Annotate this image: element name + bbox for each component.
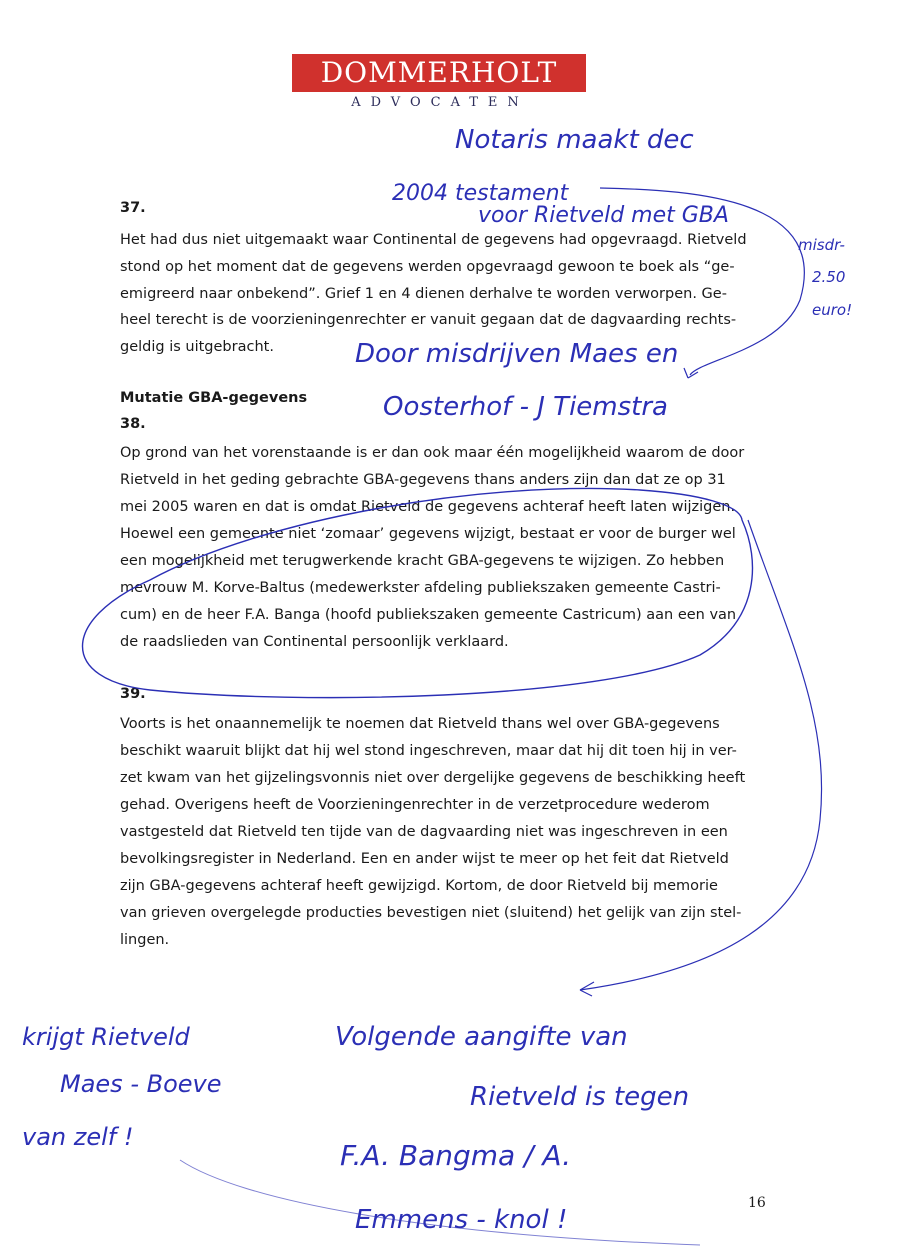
- firm-subtitle: ADVOCATEN: [351, 95, 529, 110]
- ink-long-curve-stroke: [580, 520, 822, 990]
- section-38-line: mei 2005 waren en dat is omdat Rietveld de gegevens achteraf heeft laten wijzigen.: [120, 499, 736, 515]
- section-38-line: Rietveld in het geding gebrachte GBA-gegevens thans anders zijn dan dat ze op 31: [120, 472, 726, 488]
- section-37-line: stond op het moment dat de gegevens werden opgevraagd gewoon te boek als “ge-: [120, 259, 735, 275]
- section-39-number: 39.: [120, 686, 146, 702]
- handwriting-margin-line: misdr-: [798, 236, 845, 254]
- section-38-line: Hoewel een gemeente niet ‘zomaar’ gegevens wijzigt, bestaat er voor de burger wel: [120, 526, 736, 542]
- section-38-line: een mogelijkheid met terugwerkende kracht GBA-gegevens te wijzigen. Zo hebben: [120, 553, 725, 569]
- section-38-heading: Mutatie GBA-gegevens: [120, 390, 308, 406]
- handwriting-middle-line: Door misdrijven Maes en: [355, 339, 679, 369]
- section-37-number: 37.: [120, 200, 146, 216]
- section-39-line: van grieven overgelegde producties bevestigen niet (sluitend) het gelijk van zijn stel-: [120, 905, 742, 921]
- section-38-line: cum) en de heer F.A. Banga (hoofd publiekszaken gemeente Castricum) aan een van: [120, 607, 737, 623]
- section-39-line: Voorts is het onaannemelijk te noemen dat Rietveld thans wel over GBA-gegevens: [120, 716, 720, 732]
- section-37-line: geldig is uitgebracht.: [120, 339, 274, 355]
- page-number: 16: [748, 1195, 766, 1211]
- section-38-line: Op grond van het vorenstaande is er dan ook maar één mogelijkheid waarom de door: [120, 445, 745, 461]
- handwriting-bottom-left-line: van zelf !: [22, 1123, 134, 1151]
- section-37-line: heel terecht is de voorzieningenrechter er vanuit gegaan dat de dagvaarding rechts-: [120, 312, 737, 328]
- section-39-line: vastgesteld dat Rietveld ten tijde van de dagvaarding niet was ingeschreven in een: [120, 824, 728, 840]
- handwriting-top-line: Notaris maakt dec: [455, 125, 694, 155]
- section-39-line: zijn GBA-gegevens achteraf heeft gewijzigd. Kortom, de door Rietveld bij memorie: [120, 878, 718, 894]
- section-39-line: zet kwam van het gijzelingsvonnis niet over dergelijke gegevens de beschikking heeft: [120, 770, 746, 786]
- handwriting-margin-line: euro!: [812, 301, 853, 319]
- section-38-number: 38.: [120, 416, 146, 432]
- section-39-line: beschikt waaruit blijkt dat hij wel stond ingeschreven, maar dat hij dit toen hij in ver-: [120, 743, 737, 759]
- handwriting-top-line: voor Rietveld met GBA: [478, 203, 729, 228]
- firm-logo: DOMMERHOLT: [292, 54, 586, 92]
- handwriting-bottom-right-line: F.A. Bangma / A.: [340, 1139, 571, 1172]
- section-38-line: de raadslieden van Continental persoonlijk verklaard.: [120, 634, 509, 650]
- section-39-line: lingen.: [120, 932, 170, 948]
- section-39-line: gehad. Overigens heeft de Voorzieningenrechter in de verzetprocedure wederom: [120, 797, 710, 813]
- handwriting-bottom-right-line: Emmens - knol !: [355, 1205, 568, 1235]
- section-39-line: bevolkingsregister in Nederland. Een en ander wijst te meer op het feit dat Rietveld: [120, 851, 729, 867]
- handwriting-bottom-left-line: krijgt Rietveld: [22, 1023, 190, 1051]
- handwriting-bottom-left-line: Maes - Boeve: [60, 1070, 222, 1098]
- ink-circle-stroke: [83, 488, 753, 697]
- section-37-line: Het had dus niet uitgemaakt waar Continental de gegevens had opgevraagd. Rietveld: [120, 232, 747, 248]
- handwriting-top-line: 2004 testament: [392, 181, 569, 206]
- handwriting-margin-line: 2.50: [812, 268, 846, 286]
- handwriting-middle-line: Oosterhof - J Tiemstra: [383, 392, 668, 422]
- handwriting-bottom-right-line: Rietveld is tegen: [470, 1082, 690, 1112]
- handwriting-bottom-right-line: Volgende aangifte van: [335, 1022, 628, 1052]
- section-38-line: mevrouw M. Korve-Baltus (medewerkster afdeling publiekszaken gemeente Castri-: [120, 580, 721, 596]
- section-37-line: emigreerd naar onbekend”. Grief 1 en 4 dienen derhalve te worden verworpen. Ge-: [120, 286, 727, 302]
